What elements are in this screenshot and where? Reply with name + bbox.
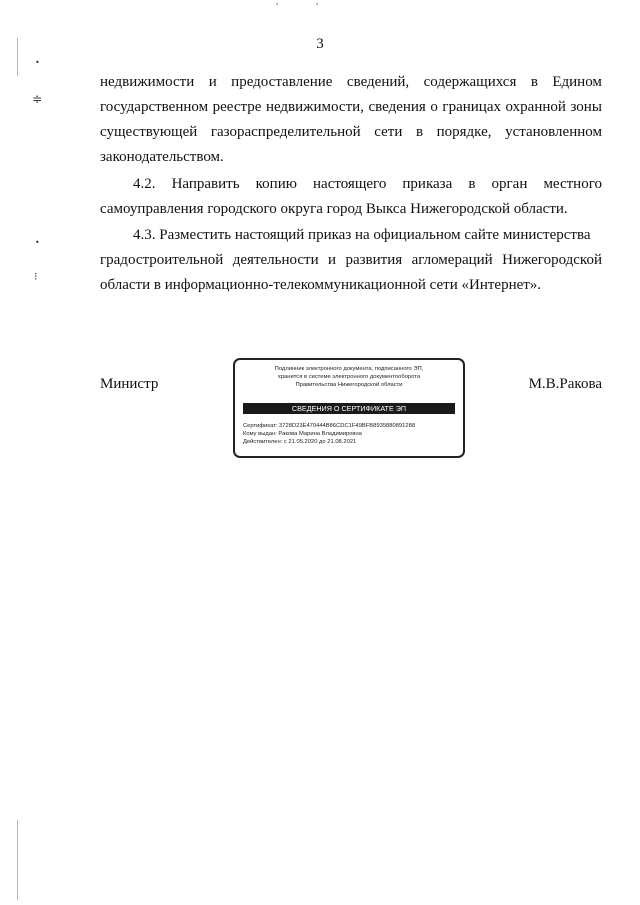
scan-speck: • xyxy=(35,58,40,67)
body-text-line xyxy=(133,174,602,194)
word: местного xyxy=(543,176,602,192)
word: недвижимости, xyxy=(265,99,364,115)
scan-speck: ≑ xyxy=(32,92,43,106)
word: Едином xyxy=(552,74,602,90)
electronic-signature-stamp xyxy=(233,358,465,458)
word: государственном xyxy=(100,99,209,115)
scan-speck: • xyxy=(35,238,40,247)
word: о xyxy=(430,99,438,115)
body-text-line xyxy=(100,199,602,219)
word: развития xyxy=(345,252,403,268)
word: агломераций xyxy=(411,252,493,268)
word: в xyxy=(468,176,476,192)
signature-title: Министр xyxy=(100,376,159,392)
word: и xyxy=(208,74,217,90)
body-text-line xyxy=(100,275,602,295)
word: в xyxy=(415,124,424,140)
word: сведения xyxy=(368,99,426,115)
certificate-owner: Кому выдан: Ракова Марина Владимировна xyxy=(243,431,362,437)
stamp-banner: СВЕДЕНИЯ О СЕРТИФИКАТЕ ЭП xyxy=(243,403,455,414)
word: недвижимости xyxy=(100,74,195,90)
body-text-line xyxy=(100,147,602,167)
word: предоставление xyxy=(231,74,333,90)
word: деятельности xyxy=(232,252,319,268)
text-run: области в информационно-телекоммуникационной сети «Интернет». xyxy=(100,277,542,293)
certificate-number: Сертификат: 3728D23E470444B86CDC1F49BFB8935880891288 xyxy=(243,423,416,429)
text-run: 4.3. Разместить настоящий приказ на официальном сайте министерства xyxy=(133,227,591,243)
word: границах xyxy=(442,99,501,115)
word: приказа xyxy=(402,176,453,192)
word: 4.2. xyxy=(133,176,156,192)
scan-speck: ' xyxy=(276,2,279,11)
stamp-header-line: Правительства Нижегородской области xyxy=(295,382,403,388)
body-text-line xyxy=(133,225,602,245)
word: орган xyxy=(491,176,528,192)
stamp-header-line: хранится в системе электронного документооборота xyxy=(277,374,421,380)
scan-speck: ⁝ xyxy=(34,270,38,283)
word: охранной xyxy=(505,99,566,115)
word: зоны xyxy=(570,99,602,115)
word: содержащихся xyxy=(423,74,517,90)
body-text-line xyxy=(100,250,602,270)
word: и xyxy=(328,252,337,268)
stamp-header-line: Подлинник электронного документа, подписанного ЭП, xyxy=(274,366,424,372)
word: установленном xyxy=(505,124,602,140)
word: реестре xyxy=(212,99,262,115)
stamp-header xyxy=(235,365,463,389)
word: существующей xyxy=(100,124,198,140)
word: настоящего xyxy=(313,176,387,192)
word: порядке, xyxy=(436,124,492,140)
body-text-line xyxy=(100,72,602,92)
word: газораспределительной xyxy=(210,124,361,140)
signature-name: М.В.Ракова xyxy=(528,376,602,392)
scan-margin-line xyxy=(17,820,18,900)
word: градостроительной xyxy=(100,252,224,268)
stamp-details xyxy=(243,422,458,446)
scan-speck: ' xyxy=(316,2,319,11)
body-text-line xyxy=(100,97,602,117)
word: копию xyxy=(255,176,297,192)
word: Направить xyxy=(171,176,240,192)
text-run: самоуправления городского округа город Выкса Нижегородской области. xyxy=(100,201,568,217)
body-text-line xyxy=(100,122,602,142)
word: законодательством. xyxy=(100,149,224,165)
word: в xyxy=(530,74,538,90)
word: сети xyxy=(374,124,403,140)
word: сведений, xyxy=(346,74,410,90)
page-number: 3 xyxy=(316,36,324,52)
certificate-validity: Действителен: с 21.05.2020 до 21.08.2021 xyxy=(243,439,357,445)
word: Нижегородской xyxy=(502,252,602,268)
